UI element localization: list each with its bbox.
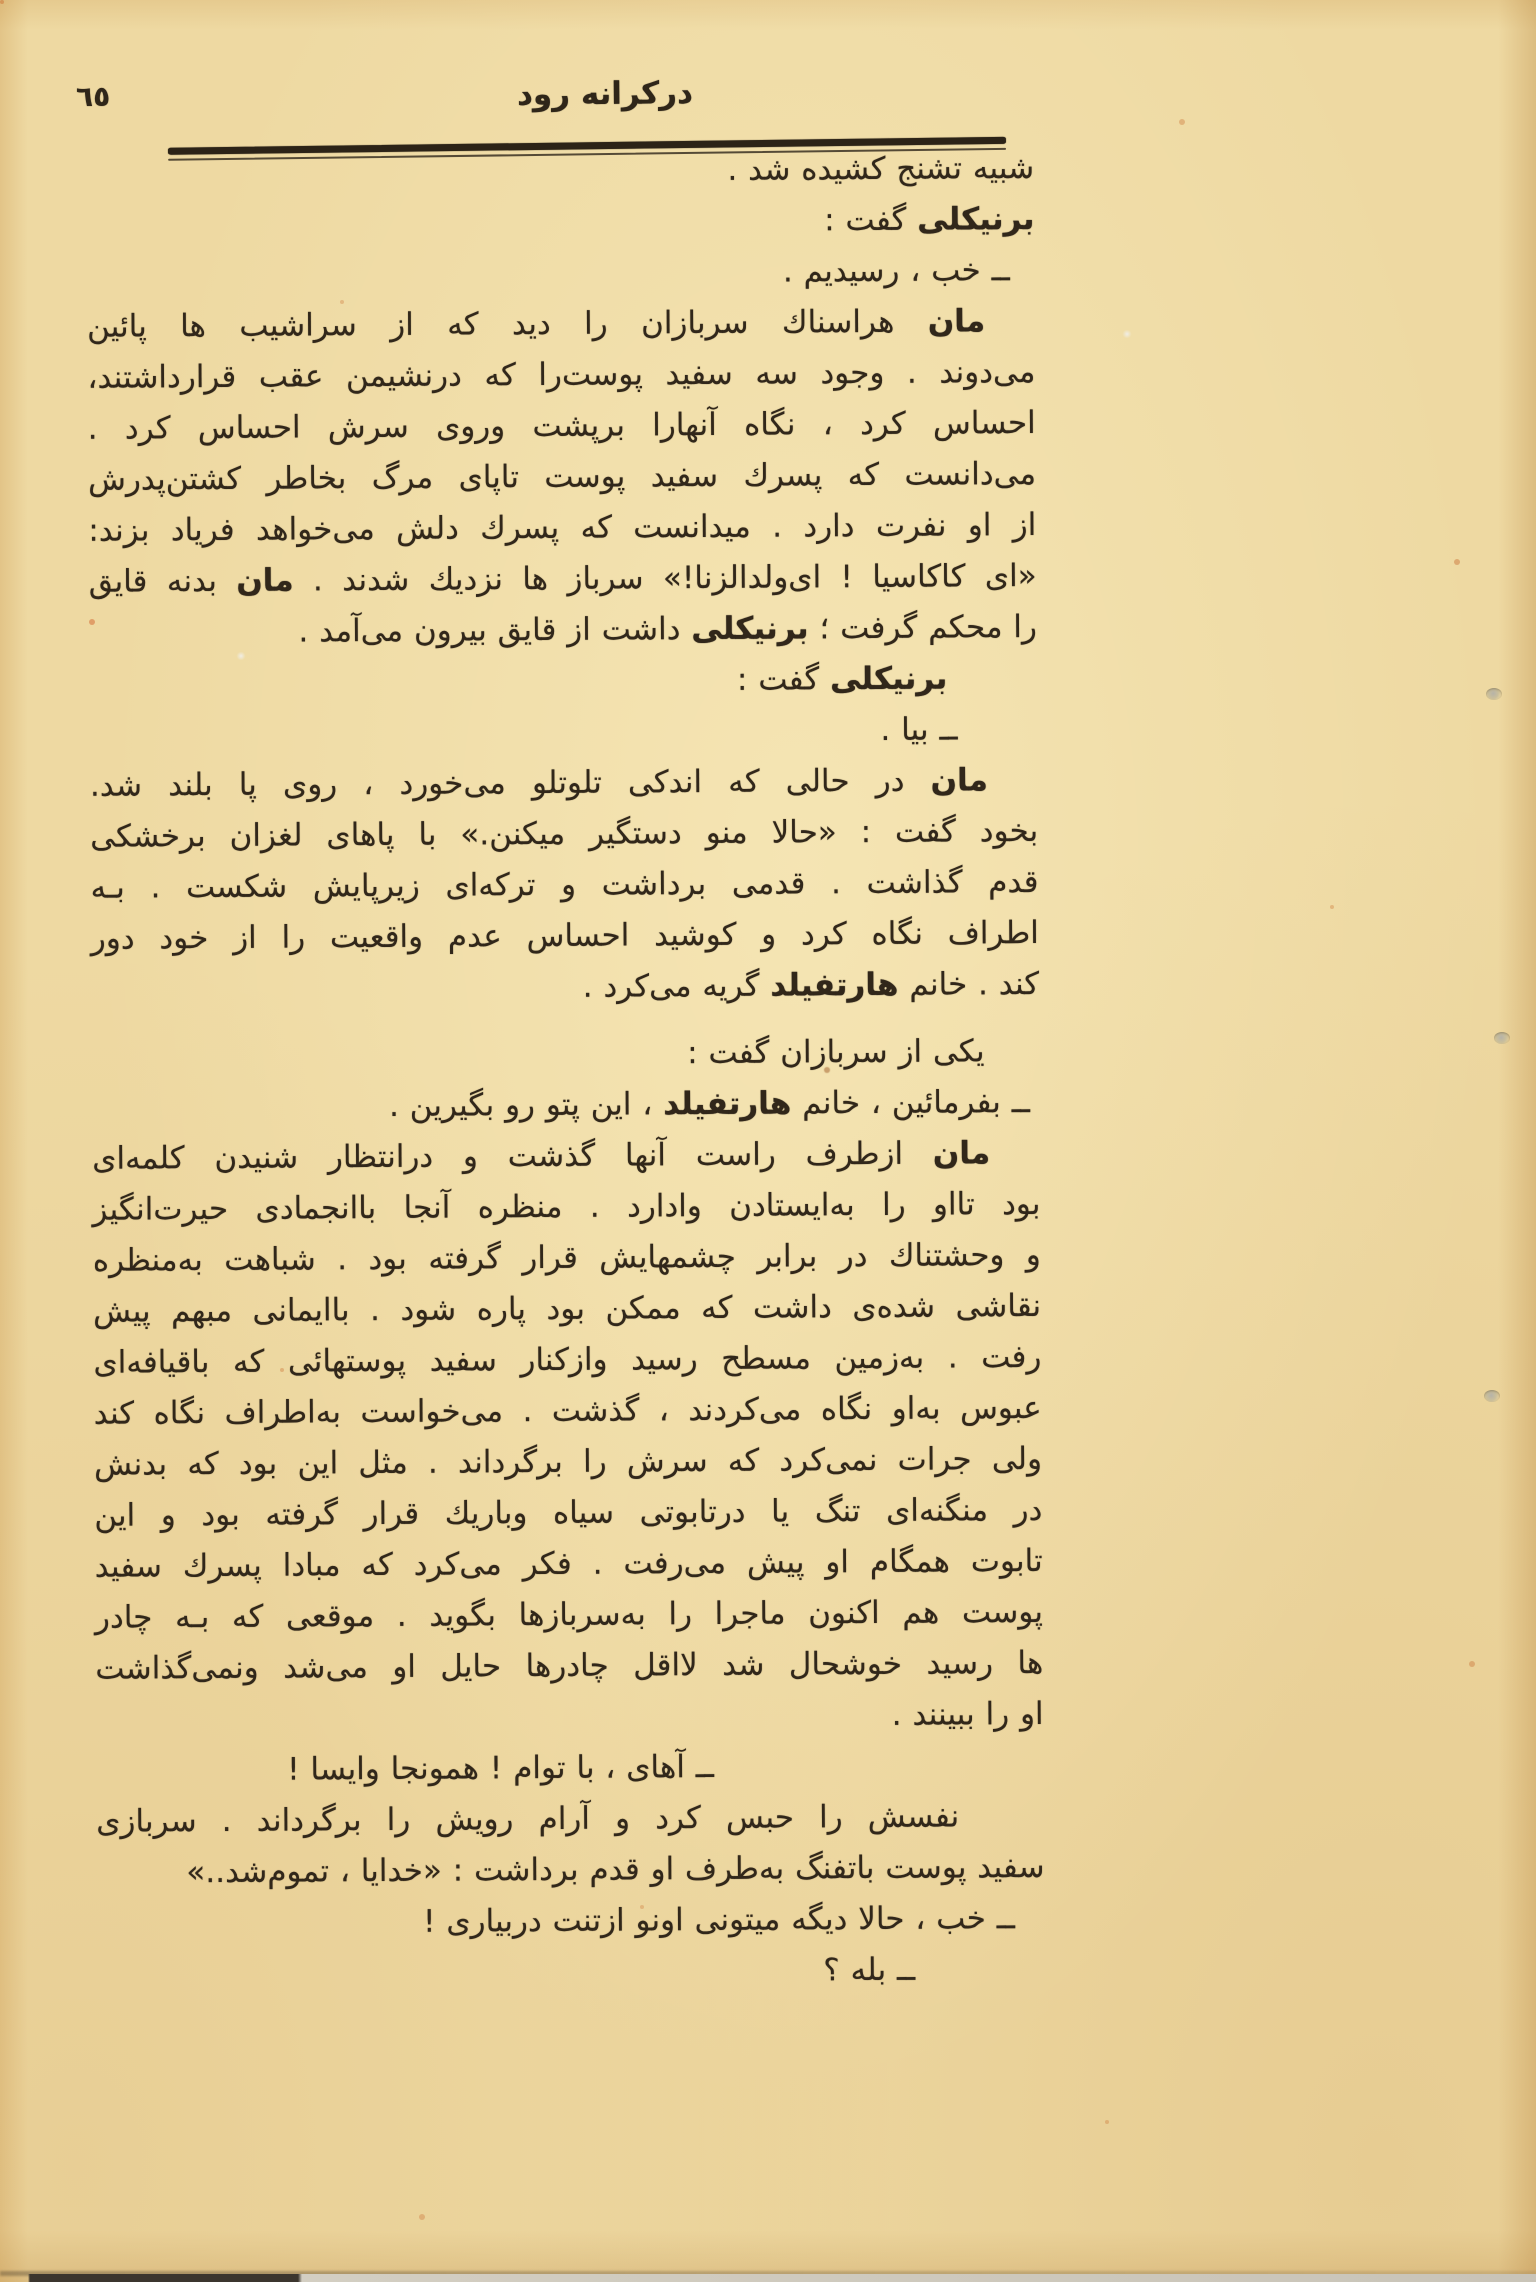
text-line: نفسش را حبس کرد و آرام رویش را برگرداند . سربازی	[96, 1798, 960, 1840]
text-line: برنیکلی گفت :	[736, 660, 948, 698]
text-line: او را ببینند .	[891, 1695, 1044, 1733]
paper-white-speck	[1122, 330, 1132, 338]
text-line: می‌دوند . وجود سه سفید پوست‌را که درنشیمن عقب قرارداشتند،	[87, 353, 1036, 396]
text-block	[86, 143, 1045, 2001]
scan-bottom-edge	[0, 2274, 1536, 2282]
text-line: ــ بله ؟	[823, 1951, 916, 1989]
text-line: ها رسید خوشحال شد لااقل چادرها حایل او می‌شد ونمی‌گذاشت	[95, 1644, 1044, 1687]
paper-white-speck	[236, 652, 246, 660]
text-line: مان هراسناك سربازان را دید که از سراشیب ها پائین	[86, 303, 986, 345]
text-line: اطراف نگاه کرد و کوشید احساس عدم واقعیت را از خود دور	[90, 914, 1039, 957]
text-line: بخود گفت : «حالا منو دستگیر میکنن.» با پاهای لغزان برخشکی	[90, 812, 1039, 855]
paper-fiber-specks	[0, 0, 4, 4]
character-name: مان	[930, 762, 989, 799]
text-line: مان ازطرف راست آنها گذشت و درانتظار شنیدن کلمه‌ای	[92, 1135, 991, 1177]
text-line: سفید پوست باتفنگ به‌طرف او قدم برداشت : «خدایا ، تموم‌شد..»	[186, 1848, 1045, 1891]
text-line: نقاشی شده‌ی داشت که ممکن بود پاره شود . باایمانی مبهم پیش	[93, 1287, 1042, 1330]
character-name: هارتفیلد	[770, 966, 899, 1004]
text-line: می‌دانست که پسرك سفید پوست تاپای مرگ بخاطر کشتن‌پدرش	[87, 455, 1037, 498]
text-line: یکی از سربازان گفت :	[687, 1033, 985, 1072]
text-line: در منگنه‌ای تنگ یا درتابوتی سیاه وباریك قرار گرفته بود و این	[94, 1491, 1043, 1534]
text-line: بود تااو را به‌ایستادن وادارد . منظره آنجا باانجمادی حیرت‌انگیز	[92, 1185, 1041, 1228]
text-line: ــ بیا .	[880, 711, 958, 748]
text-line: قدم گذاشت . قدمی برداشت و ترکه‌ای زیرپایش شکست . بـه	[90, 863, 1039, 906]
character-name: برنیکلی	[917, 200, 1035, 238]
text-line: «ای کاکاسیا ! ای‌ولدالزنا!» سرباز ها نزدیك شدند . مان بدنه قایق	[88, 557, 1037, 600]
text-line: رفت . به‌زمین مسطح رسید وازکنار سفید پوستهائی که باقیافه‌ای	[93, 1338, 1042, 1381]
text-line: شبیه تشنج کشیده شد .	[727, 149, 1035, 188]
character-name: برنیکلی	[691, 610, 809, 648]
text-line: تابوت همگام او پیش می‌رفت . فکر می‌کرد که مبادا پسرك سفید	[94, 1542, 1043, 1585]
text-line: و وحشتناك در برابر چشمهایش قرار گرفته بود . شباهت به‌منظره	[92, 1236, 1041, 1279]
text-line: عبوس به‌او نگاه می‌کردند ، گذشت . می‌خواست به‌اطراف نگاه کند	[93, 1389, 1042, 1432]
paper-dimple	[1486, 688, 1502, 700]
page-title: درکرانه رود	[516, 75, 694, 113]
character-name: مان	[236, 562, 294, 599]
character-name: مان	[927, 303, 986, 340]
text-line: کند . خانم هارتفیلد گریه می‌کرد .	[582, 965, 1040, 1005]
character-name: هارتفیلد	[663, 1085, 792, 1123]
text-line: برنیکلی گفت :	[824, 200, 1035, 239]
paper-dimple	[1484, 1390, 1500, 1402]
text-line: احساس کرد ، نگاه آنهارا برپشت وروی سرش احساس کرد .	[87, 404, 1036, 447]
text-line: پوست هم اکنون ماجرا را به‌سربازها بگوید . موقعی که بـه چادر	[94, 1593, 1044, 1636]
character-name: برنیکلی	[829, 660, 948, 698]
text-line: ــ بفرمائین ، خانم هارتفیلد ، این پتو رو بگیرین .	[388, 1084, 1030, 1124]
text-line: را محکم گرفت ؛ برنیکلی داشت از قایق بیرون می‌آمد .	[298, 608, 1038, 650]
paper-dimple	[1494, 1032, 1510, 1044]
text-line: از او نفرت دارد . میدانست که پسرك دلش می‌خواهد فریاد بزند:	[88, 506, 1037, 549]
text-line: مان در حالی که اندکی تلوتلو می‌خورد ، روی پا بلند شد.	[89, 762, 989, 804]
text-line: ــ خب ، حالا دیگه میتونی اونو ازتنت دربیاری !	[422, 1900, 1015, 1940]
text-line: ــ خب ، رسیدیم .	[782, 252, 1010, 290]
text-line: ــ آهای ، با توام ! همونجا وایسا !	[287, 1748, 715, 1788]
page-number: ٦٥	[76, 80, 111, 113]
text-line: ولی جرات نمی‌کرد که سرش را برگرداند . مثل این بود که بدنش	[93, 1440, 1043, 1483]
character-name: مان	[932, 1135, 991, 1172]
